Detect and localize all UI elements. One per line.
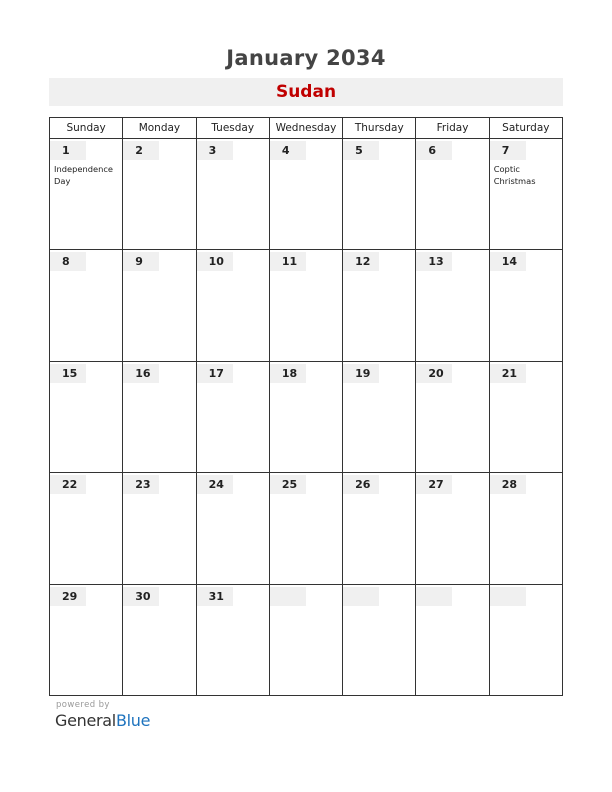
- day-number: 20: [416, 364, 452, 383]
- day-number: 8: [50, 252, 86, 271]
- day-cell: [196, 250, 269, 361]
- day-number: 4: [270, 141, 306, 160]
- weekday-header: Saturday: [489, 118, 562, 139]
- country-banner: [49, 78, 563, 106]
- day-cell: [196, 473, 269, 584]
- day-cell: [50, 250, 123, 361]
- brand-general-text: General: [55, 711, 116, 730]
- day-cell: [123, 139, 196, 250]
- day-cell: [269, 139, 342, 250]
- weekday-header: Tuesday: [196, 118, 269, 139]
- day-cell: [269, 584, 342, 695]
- day-cell: [489, 473, 562, 584]
- day-cell: [416, 473, 489, 584]
- day-cell: [489, 250, 562, 361]
- day-number: 26: [343, 475, 379, 494]
- day-number: 13: [416, 252, 452, 271]
- day-number: 28: [490, 475, 526, 494]
- week-row: [50, 361, 563, 472]
- calendar-grid: [49, 117, 563, 696]
- week-row: [50, 139, 563, 250]
- day-number: 10: [197, 252, 233, 271]
- day-cell: [416, 584, 489, 695]
- day-number: 31: [197, 587, 233, 606]
- day-cell: [489, 139, 562, 250]
- weekday-header: Wednesday: [269, 118, 342, 139]
- day-number: [270, 587, 306, 606]
- day-number: 25: [270, 475, 306, 494]
- day-number: 27: [416, 475, 452, 494]
- day-cell: [343, 473, 416, 584]
- day-cell: [489, 584, 562, 695]
- day-number: 18: [270, 364, 306, 383]
- day-cell: [50, 139, 123, 250]
- day-number: 1: [50, 141, 86, 160]
- day-number: 3: [197, 141, 233, 160]
- day-number: 19: [343, 364, 379, 383]
- day-cell: [196, 139, 269, 250]
- calendar-body: [50, 139, 563, 696]
- day-number: 12: [343, 252, 379, 271]
- holiday-label: Coptic Christmas: [493, 164, 536, 186]
- day-number: 17: [197, 364, 233, 383]
- day-number: 23: [123, 475, 159, 494]
- weekday-header-row: [50, 118, 563, 139]
- day-number: 11: [270, 252, 306, 271]
- footer-branding: [55, 700, 150, 730]
- day-cell: [196, 584, 269, 695]
- day-cell: [269, 250, 342, 361]
- day-cell: [269, 361, 342, 472]
- day-number: 15: [50, 364, 86, 383]
- day-cell: [123, 584, 196, 695]
- day-number: [490, 587, 526, 606]
- day-number: 5: [343, 141, 379, 160]
- day-number: 29: [50, 587, 86, 606]
- brand-logo: [55, 711, 150, 730]
- day-number: 24: [197, 475, 233, 494]
- weekday-header: Monday: [123, 118, 196, 139]
- day-number: 2: [123, 141, 159, 160]
- day-number: 7: [490, 141, 526, 160]
- day-number: 6: [416, 141, 452, 160]
- day-cell: [416, 139, 489, 250]
- day-cell: [123, 473, 196, 584]
- brand-blue-text: Blue: [115, 711, 151, 730]
- week-row: [50, 473, 563, 584]
- day-cell: [343, 361, 416, 472]
- day-cell: [343, 139, 416, 250]
- day-cell: [196, 361, 269, 472]
- weekday-header: Sunday: [50, 118, 123, 139]
- day-number: 9: [123, 252, 159, 271]
- day-cell: [343, 584, 416, 695]
- day-cell: [489, 361, 562, 472]
- day-number: 14: [490, 252, 526, 271]
- day-cell: [416, 250, 489, 361]
- day-number: 21: [490, 364, 526, 383]
- powered-by-text: powered by: [56, 700, 110, 710]
- day-number: 30: [123, 587, 159, 606]
- weekday-header: Friday: [416, 118, 489, 139]
- holiday-label: Independence Day: [54, 164, 114, 186]
- day-cell: [269, 473, 342, 584]
- weekday-header: Thursday: [343, 118, 416, 139]
- day-number: [343, 587, 379, 606]
- day-number: 22: [50, 475, 86, 494]
- country-name: Sudan: [275, 82, 337, 102]
- day-number: 16: [123, 364, 159, 383]
- day-cell: [50, 473, 123, 584]
- day-cell: [123, 361, 196, 472]
- day-cell: [416, 361, 489, 472]
- week-row: [50, 250, 563, 361]
- day-cell: [50, 361, 123, 472]
- day-cell: [123, 250, 196, 361]
- week-row: [50, 584, 563, 695]
- day-cell: [50, 584, 123, 695]
- page-title: January 2034: [226, 46, 386, 70]
- day-number: [416, 587, 452, 606]
- day-cell: [343, 250, 416, 361]
